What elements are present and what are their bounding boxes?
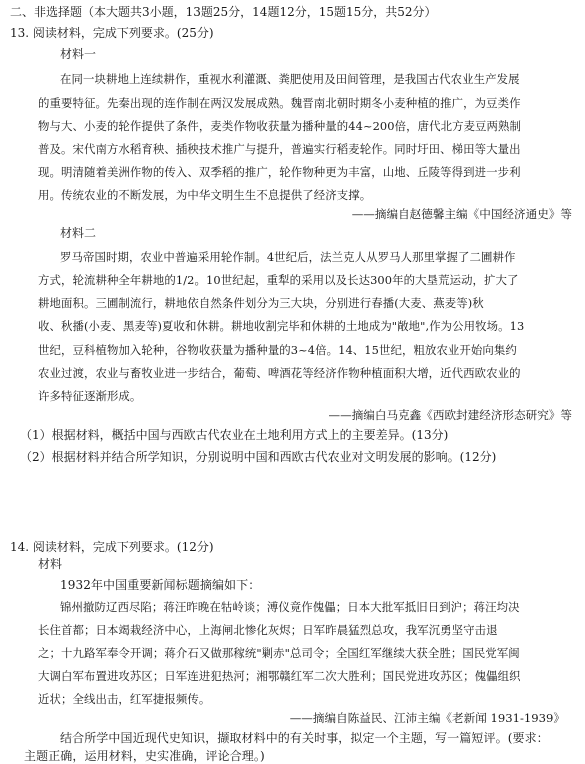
q13-m1-line: 的重要特征。先秦出现的连作制在两汉发展成熟。魏晋南北朝时期冬小麦种植的推广，为豆类作 [38,96,521,110]
q13-m1-line: 物与大、小麦的轮作提供了条件，麦类作物收获量为播种量的44~200倍，唐代北方麦豆两熟制 [38,119,522,133]
q14-material-label: 材料 [38,557,63,571]
q13-m2-line: 收、秋播(小麦、黑麦等)夏收和休耕。耕地收割完毕和休耕的土地成为"敞地",作为公用牧场。13 [38,319,525,333]
q13-m2-line: 罗马帝国时期，农业中普遍采用轮作制。4世纪后，法兰克人从罗马人那里掌握了二圃耕作 [60,250,516,264]
q13-m1-line: 用。传统农业的不断发展，为中华文明生生不息提供了经济支撑。 [38,188,372,202]
q14-headline-line: 之；十九路军奉令开调；蒋介石又做那稼统"剿赤"总司令；全国红军继续大获全胜；国民党军闽 [38,646,520,660]
q14-source: ——摘编自陈益民、江沛主编《老新闻 1931-1939》 [289,711,565,725]
q13-m1-source: ——摘编自赵德馨主编《中国经济通史》等 [351,207,572,221]
q13-m2-line: 许多特征逐渐形成。 [38,389,142,403]
q13-subquestion-1: （1）根据材料，概括中国与西欧古代农业在土地利用方式上的主要差异。(13分) [20,428,449,442]
q14-intro: 1932年中国重要新闻标题摘编如下： [60,578,261,592]
q13-material1-label: 材料一 [60,47,97,61]
q13-m2-line: 世纪，豆科植物加入轮种，谷物收获量为播种量的3~4倍。14、15世纪，粗放农业开始向集约 [38,343,517,357]
q13-m1-line: 现。明清随着美洲作物的传入、双季稻的推广，轮作物种更为丰富，山地、丘陵等得到进一步利 [38,165,521,179]
q14-headline-line: 长住首都；日本竭栽经济中心，上海闸北惨化灰烬；日军昨晨猛烈总攻，我军沉勇坚守击退 [38,623,498,637]
q14-headline-line: 锦州撤防辽西尽陷；蒋汪昨晚在牯岭谈；溥仪竟作傀儡；日本大批军抵旧日到沪；蒋汪均决 [60,600,520,614]
q13-m1-line: 普及。宋代南方水稻育秧、插秧技术推广与提升，普遍实行稻麦轮作。同时圩田、梯田等大量出 [38,142,521,156]
q13-m2-source: ——摘编白马克鑫《西欧封建经济形态研究》等 [328,408,572,422]
q14-task-line: 结合所学中国近现代史知识，撷取材料中的有关时事，拟定一个主题，写一篇短评。(要求： [60,731,549,745]
q14-headline-line: 近状；全线出击，红军捷报频传。 [38,692,211,706]
q13-title: 13. 阅读材料，完成下列要求。(25分) [10,26,214,40]
q13-material2-label: 材料二 [60,226,97,240]
q14-title: 14. 阅读材料，完成下列要求。(12分) [10,540,214,554]
q13-m2-line: 农业过渡，农业与畜牧业进一步结合，葡萄、啤酒花等经济作物种植面积大增，近代西欧农业的 [38,366,521,380]
q13-subquestion-2: （2）根据材料并结合所学知识，分别说明中国和西欧古代农业对文明发展的影响。(12分) [20,450,497,464]
q14-task-line: 主题正确，运用材料，史实准确，评论合理。) [24,749,265,763]
section-title: 二、非选择题（本大题共3小题，13题25分，14题12分，15题15分，共52分） [10,5,437,19]
q14-headline-line: 大调白军布置进攻苏区；日军连进犯热河；湘鄂赣红军二次大胜利；国民党进攻苏区；傀儡组织 [38,669,521,683]
q13-m1-line: 在同一块耕地上连续耕作，重视水利灌溉、粪肥使用及田间管理，是我国古代农业生产发展 [60,72,520,86]
q13-m2-line: 方式，轮流耕种全年耕地的1/2。10世纪起，重犁的采用以及长达300年的大垦荒运动，扩大了 [38,273,519,287]
q13-m2-line: 耕地面积。三圃制流行，耕地依自然条件划分为三大块，分别进行春播(大麦、燕麦等)秋 [38,296,484,310]
